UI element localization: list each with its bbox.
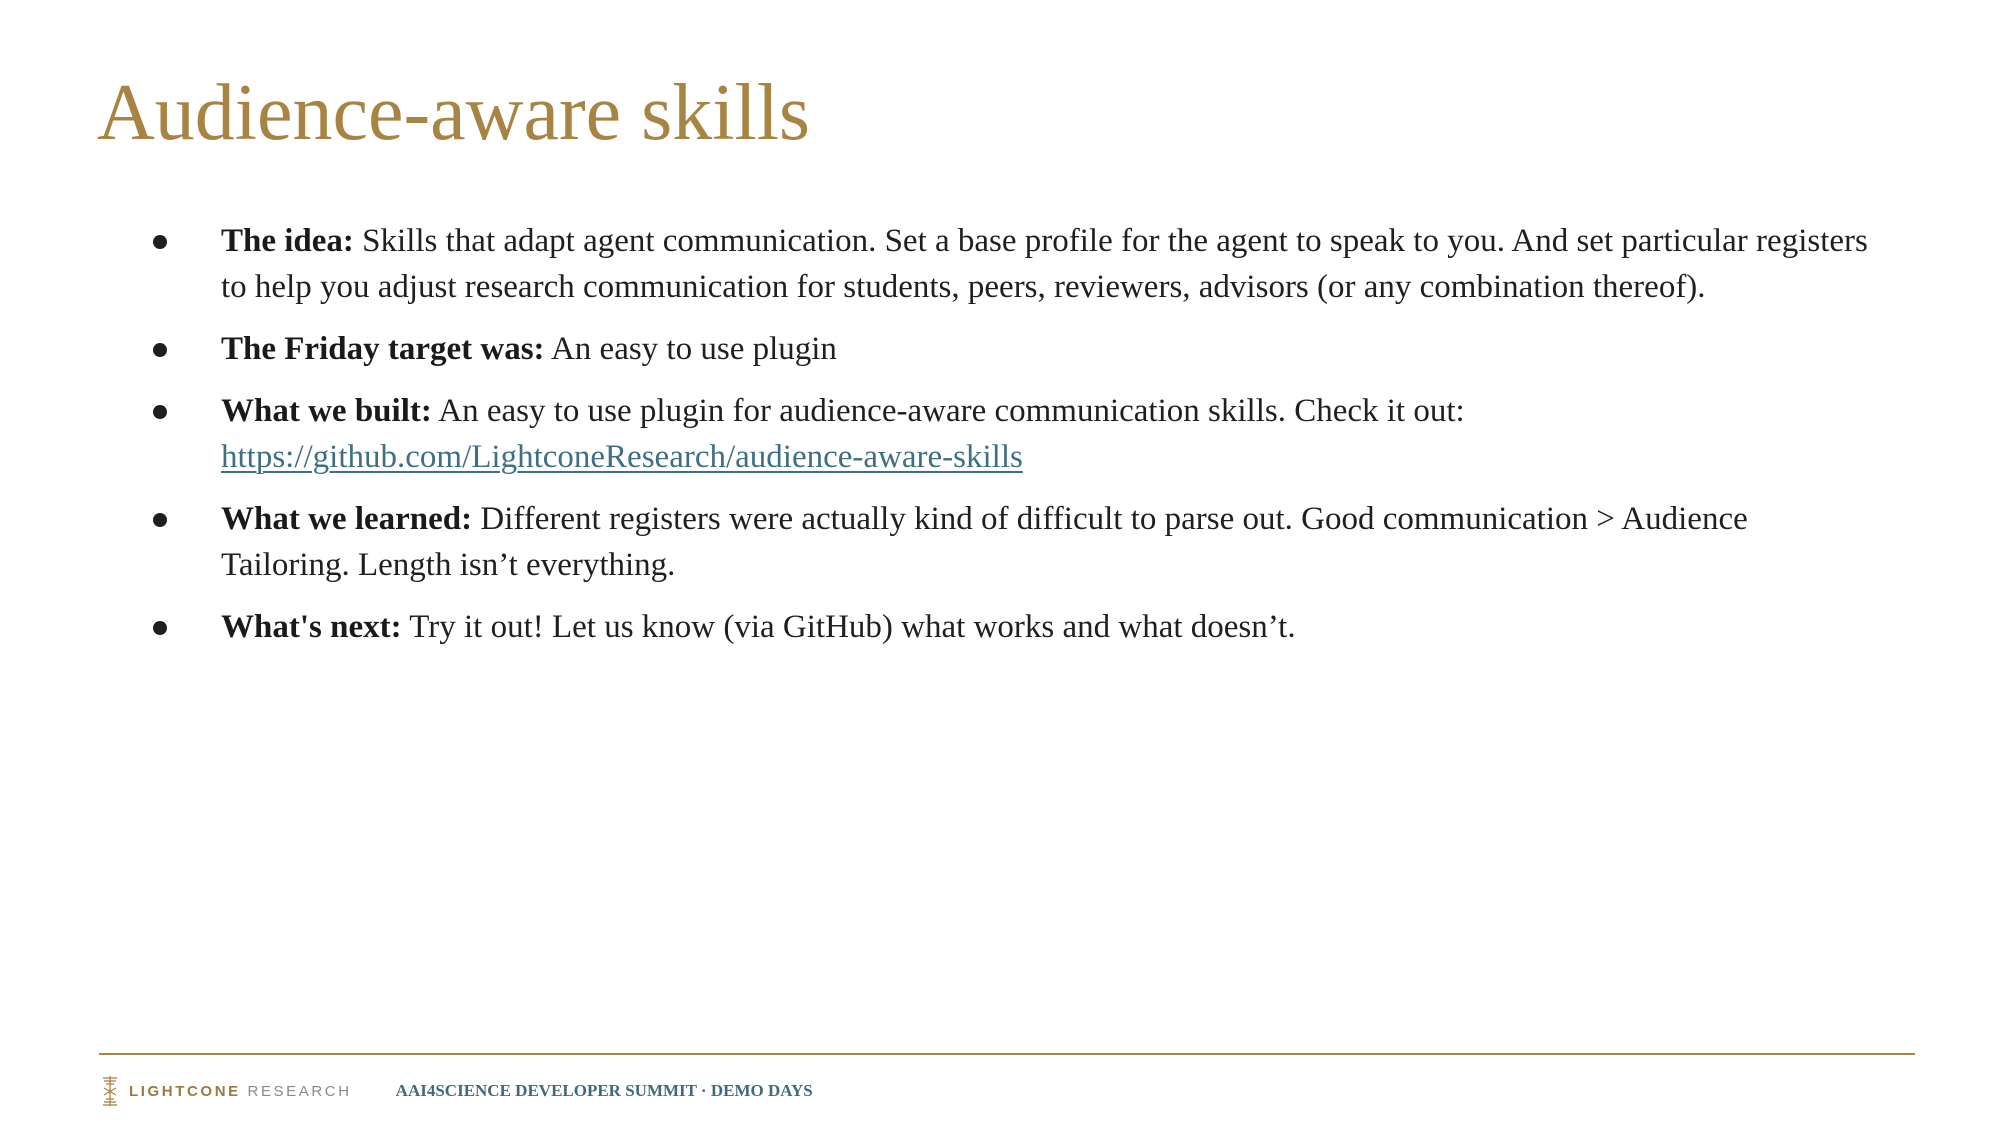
footer xyxy=(101,1074,813,1108)
bullet-icon xyxy=(153,405,167,419)
slide-title: Audience-aware skills xyxy=(97,69,811,157)
brand-name xyxy=(129,1083,352,1100)
bullet-text: An easy to use plugin xyxy=(550,331,837,367)
event-name: AAI4SCIENCE DEVELOPER SUMMIT · DEMO DAYS xyxy=(395,1081,813,1100)
bullet-text: Try it out! Let us know (via GitHub) what works and what doesn’t. xyxy=(409,609,1296,645)
bullet-text: Different registers were actually kind of difficult to parse out. Good communication > Audience Tailoring. Length isn’t everything. xyxy=(221,501,1748,583)
bullet-label: What we built: xyxy=(221,393,432,429)
bullet-item-friday-target xyxy=(148,326,1868,372)
github-repo-link[interactable]: https://github.com/LightconeResearch/audience-aware-skills xyxy=(221,439,1023,475)
brand-logo xyxy=(101,1075,352,1107)
bullet-item-what-we-built xyxy=(148,388,1868,480)
bullet-label: What's next: xyxy=(221,609,402,645)
bullet-icon xyxy=(153,513,167,527)
lightcone-logo-icon xyxy=(101,1075,119,1107)
bullet-item-what-we-learned xyxy=(148,496,1868,588)
bullet-label: The Friday target was: xyxy=(221,331,545,367)
footer-divider xyxy=(99,1053,1915,1055)
bullet-item-whats-next xyxy=(148,604,1868,650)
brand-name-secondary: RESEARCH xyxy=(247,1082,352,1100)
bullet-label: What we learned: xyxy=(221,501,473,537)
bullet-item-idea xyxy=(148,218,1868,310)
bullet-text: Skills that adapt agent communication. Set a base profile for the agent to speak to you. And set particular registers to help you adjust research communication for students, peers, reviewers, advisors (or any combination thereof). xyxy=(221,223,1868,305)
brand-name-primary: LIGHTCONE xyxy=(129,1082,241,1100)
bullet-icon xyxy=(153,235,167,249)
bullet-label: The idea: xyxy=(221,223,354,259)
bullet-icon xyxy=(153,621,167,635)
bullet-icon xyxy=(153,343,167,357)
bullet-text: An easy to use plugin for audience-aware communication skills. Check it out: xyxy=(438,393,1465,429)
bullet-list xyxy=(148,218,1868,666)
